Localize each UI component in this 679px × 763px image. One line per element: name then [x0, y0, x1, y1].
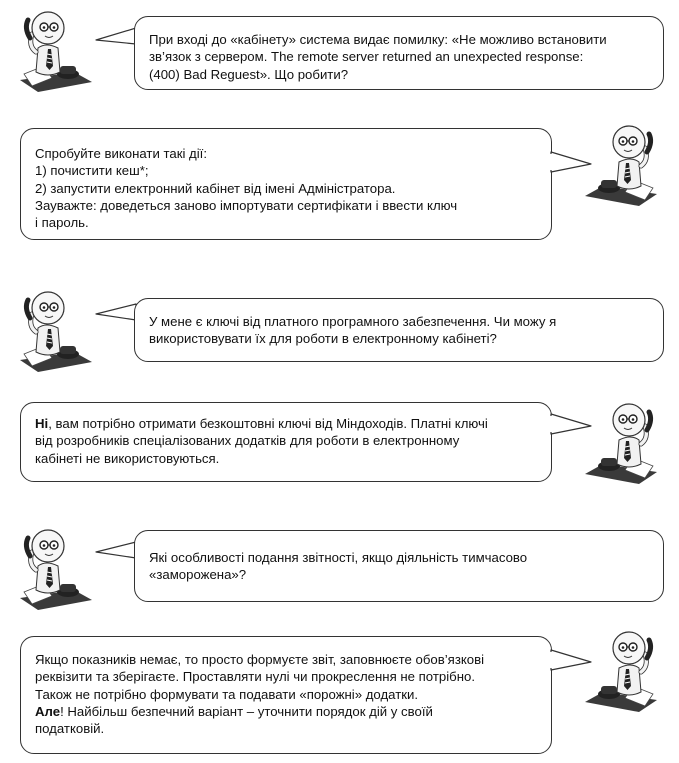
message-line: Ні, вам потрібно отримати безкоштовні ключі від Міндоходів. Платні ключі [35, 416, 488, 431]
message-line: Якщо показників немає, то просто формуєте звіт, заповнюєте обов’язкові [35, 652, 485, 667]
message-line: зв’язок з сервером. The remote server returned an unexpected response: [149, 49, 584, 65]
message-line: використовувати їх для роботи в електронному кабінеті? [149, 331, 497, 347]
message-line: від розробників спеціалізованих додатків для роботи в електронному [35, 433, 460, 449]
user-avatar-icon [14, 288, 94, 373]
consultant-avatar-icon [583, 400, 663, 485]
consultant-avatar-icon [583, 122, 663, 207]
message-line: 2) запустити електронний кабінет від імені Адміністратора. [35, 180, 396, 196]
message-line: Зауважте: доведеться заново імпортувати сертифікати і ввести ключ [35, 197, 458, 213]
message-line: Але! Найбільш безпечний варіант – уточнити порядок дій у своїй [35, 703, 433, 719]
message-line: Які особливості подання звітності, якщо діяльність тимчасово [149, 550, 528, 565]
message-bubble-consultant-2 [20, 402, 552, 482]
message-line: Також не потрібно формувати та подавати «порожні» додатки. [35, 686, 419, 702]
message-line: і пароль. [35, 215, 89, 231]
message-line: При вході до «кабінету» система видає помилку: «Не можливо встановити [149, 32, 607, 47]
message-line: кабінеті не використовуються. [35, 450, 220, 466]
message-bubble-user-3 [134, 530, 664, 602]
message-bubble-consultant-3 [20, 636, 552, 754]
message-line: (400) Bad Reguest». Що робити? [149, 66, 349, 82]
emphasis: Ні [35, 416, 49, 431]
message-bubble-user-1 [134, 16, 664, 90]
user-avatar-icon [14, 526, 94, 611]
user-avatar-icon [14, 8, 94, 93]
emphasis: Але [35, 703, 61, 719]
message-line: 1) почистити кеш*; [35, 163, 149, 179]
consultant-avatar-icon [583, 628, 663, 713]
message-line: реквізити та зберігаєте. Проставляти нулі чи прокреслення не потрібно. [35, 669, 475, 685]
message-bubble-user-2 [134, 298, 664, 362]
message-line: «заморожена»? [149, 567, 247, 583]
message-line: У мене є ключі від платного програмного забезпечення. Чи можу я [149, 314, 557, 329]
message-line: податковій. [35, 721, 105, 737]
message-bubble-consultant-1 [20, 128, 552, 240]
message-line: Спробуйте виконати такі дії: [35, 146, 208, 161]
